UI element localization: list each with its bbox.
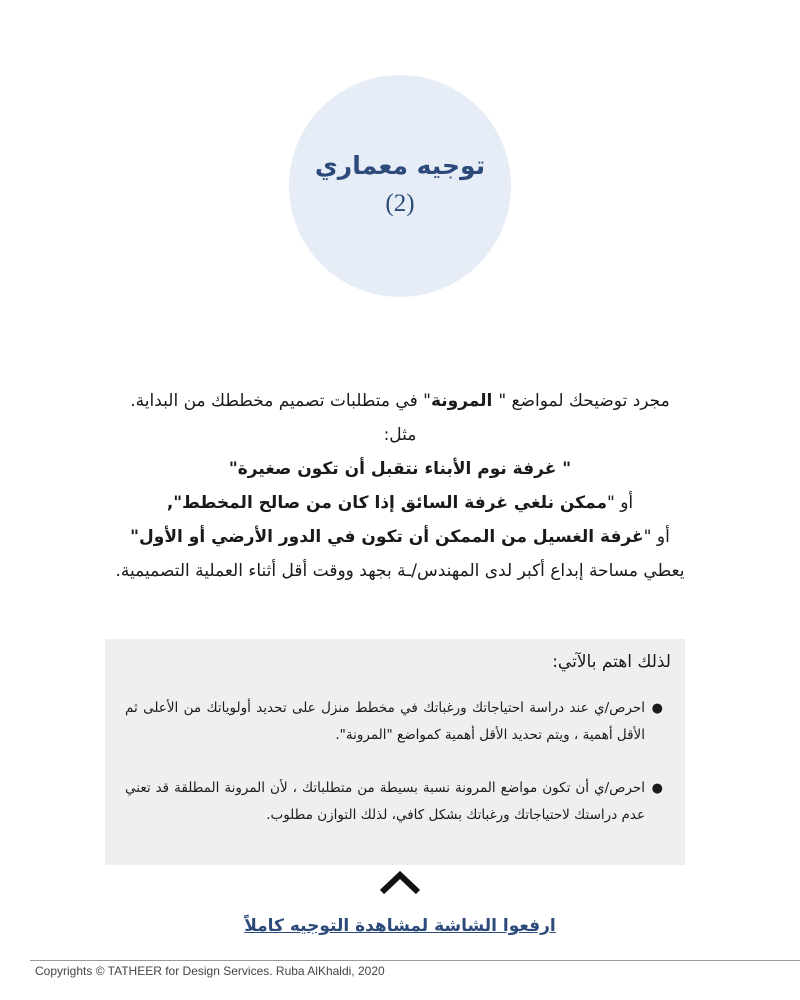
tips-list [125,695,671,829]
title-badge [289,75,511,297]
example-3 [80,520,720,554]
list-item [125,695,671,749]
intro-line-1-bold: المرونة [430,391,499,411]
tips-heading: لذلك اهتم بالآتي: [552,652,671,672]
tips-panel [105,639,685,865]
example-1 [80,452,720,486]
scroll-hint-link[interactable]: ارفعوا الشاشة لمشاهدة التوجيه كاملاً [244,916,556,936]
example-2-text: ممكن نلغي غرفة السائق إذا كان من صالح المخطط", [166,493,607,513]
intro-line-1-pre: مجرد توضيحك لمواضع " [498,391,670,411]
example-2 [80,486,720,520]
chevron-up-icon[interactable] [378,868,422,896]
copyright-text: Copyrights © TATHEER for Design Services. Ruba AlKhaldi, 2020 [35,964,385,978]
badge-number: (2) [385,189,415,217]
bullet-icon: ● [651,781,663,796]
example-1-text: " غرفة نوم الأبناء نتقبل أن تكون صغيرة" [228,459,572,479]
list-item-text: احرص/ي أن تكون مواضع المرونة نسبة بسيطة من متطلباتك ، لأن المرونة المطلقة قد تعني عدم دراستك لاحتياجاتك ورغباتك بشكل كافي، لذلك التوازن مطلوب. [125,780,645,823]
badge-title: توجيه معماري [314,150,486,180]
example-3-pre: أو " [643,527,670,547]
list-item [125,775,671,829]
list-item-text: احرص/ي عند دراسة احتياجاتك ورغباتك في مخطط منزل على تحديد أولوياتك من الأعلى ثم الأقل أهمية ، ويتم تحديد الأقل أهمية كمواضع "المرونة". [125,700,645,743]
footer-divider [30,960,800,961]
intro-line-1-post: " في متطلبات تصميم مخططك من البداية. [130,391,431,411]
intro-closing: يعطي مساحة إبداع أكبر لدى المهندس/ـة بجهد ووقت أقل أثناء العملية التصميمية. [115,561,685,581]
example-3-text: غرفة الغسيل من الممكن أن تكون في الدور الأرضي أو الأول" [130,527,644,547]
intro-line-2: مثل: [383,425,417,445]
intro-text [80,384,720,588]
intro-line-1 [80,384,720,418]
example-2-pre: أو " [607,493,634,513]
bullet-icon: ● [651,701,663,716]
